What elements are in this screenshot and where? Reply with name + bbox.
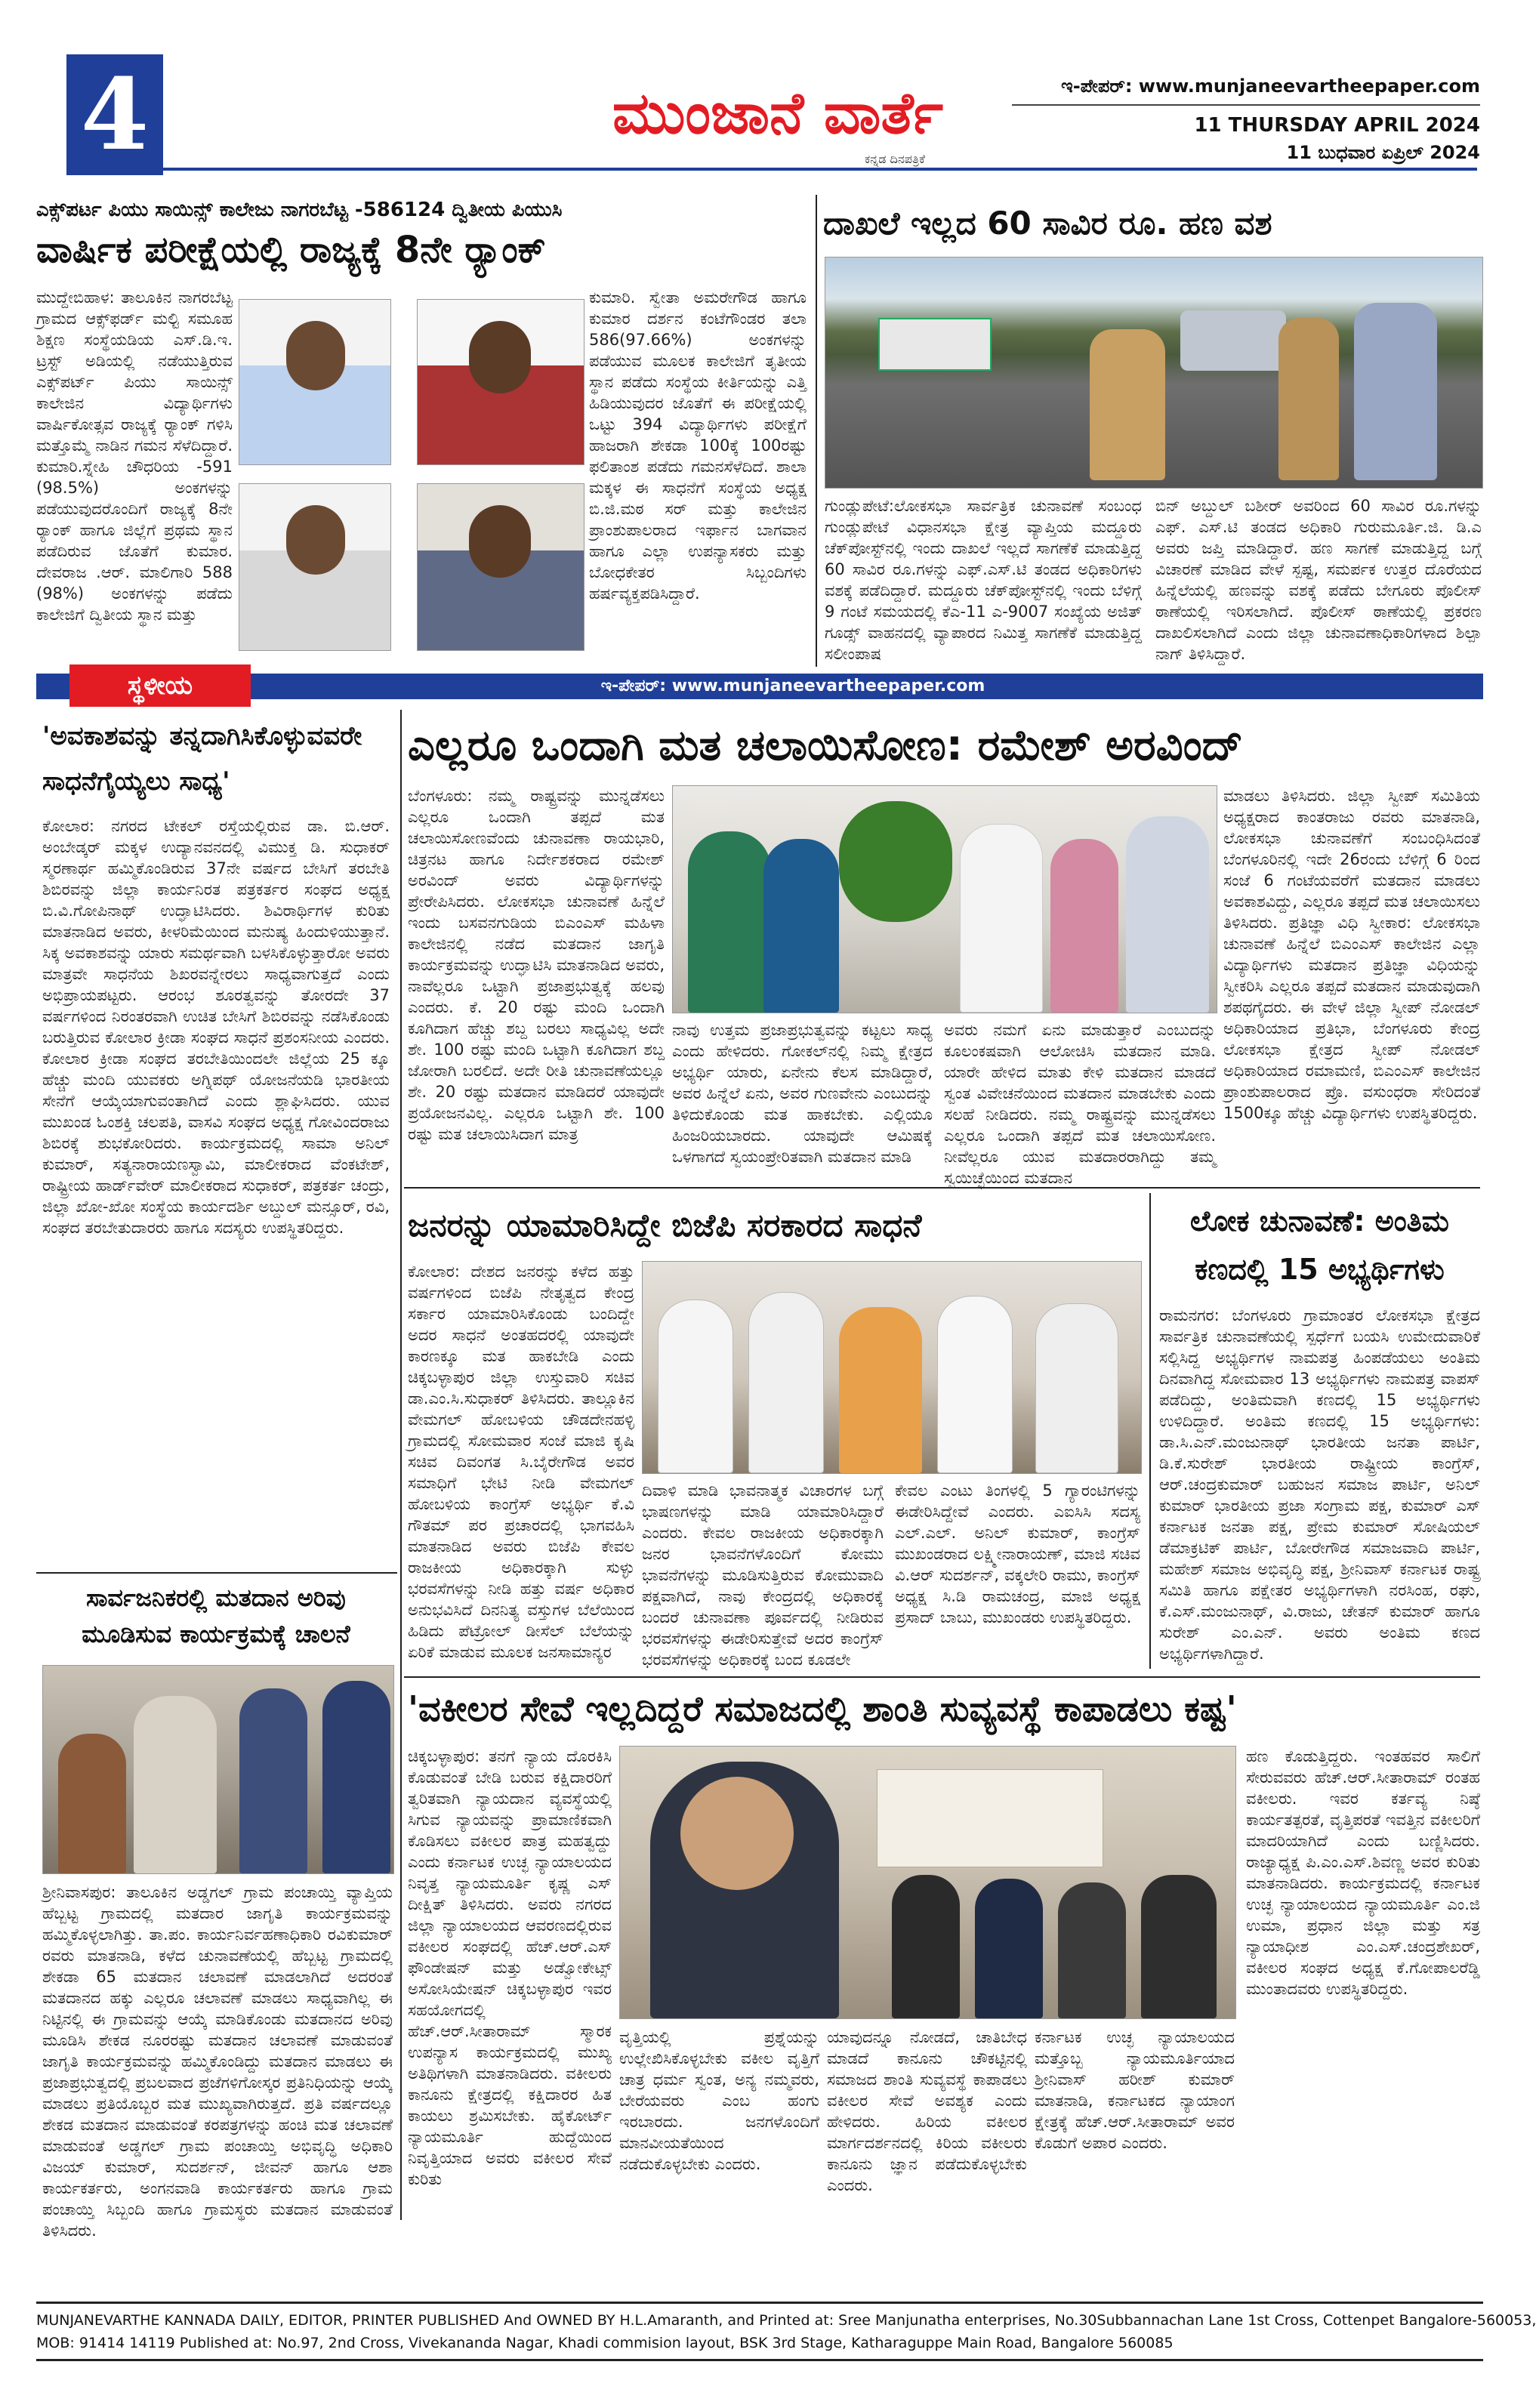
story6-col2: ದಿವಾಳಿ ಮಾಡಿ ಭಾವನಾತ್ಮಕ ವಿಚಾರಗಳ ಬಗ್ಗೆ ಭಾಷಣಗಳನ್ನು ಮಾಡಿ ಯಾಮಾರಿಸಿದ್ದಾರೆ ಎಂದರು. ಕೇವಲ ರಾಜಕೀಯ ಅಧಿಕಾರಕ್ಕಾಗಿ ಜನರ ಭಾವನೆಗಳೊಂದಿಗೆ ಕೋಮು ಭಾವನೆಗಳನ್ನು ಮೂಡಿಸುತ್ತಿರುವ ಕೋಮುವಾದಿ ಪಕ್ಷವಾಗಿದೆ, ನಾವು ಕೇಂದ್ರದಲ್ಲಿ ಅಧಿಕಾರಕ್ಕೆ ಬಂದರೆ ಚುನಾವಣಾ ಪೂರ್ವದಲ್ಲಿ ನೀಡಿರುವ ಭರವಸೆಗಳನ್ನು ಈಡೇರಿಸುತ್ತೇವೆ ಅದರ ಕಾಂಗ್ರೆಸ್ ಭರವಸೆಗಳನ್ನು ಅಧಿಕಾರಕ್ಕೆ ಬಂದ ಕೂಡಲೇ: [642, 1481, 884, 1669]
masthead-divider: [1012, 104, 1480, 106]
story8-col2: ವೃತ್ತಿಯಲ್ಲಿ ಪ್ರಶ್ನೆಯನ್ನು ಉಲ್ಲೇಖಿಸಿಕೊಳ್ಳಬೇಕು ವಕೀಲ ವೃತ್ತಿಗೆ ಚಾತ್ರ ಧರ್ಮ ಸ್ವಂತ, ಅನ್ಯ ನಮ್ಮವರು, ಬೇರೆಯವರು ಎಂಬ ಹಂಗು ಇರಬಾರದು. ಜನಗಳೊಂದಿಗೆ ಮಾನವೀಯತೆಯಿಂದ ನಡೆದುಕೊಳ್ಳಬೇಕು ಎಂದರು.: [619, 2028, 819, 2173]
story6-col3: ಕೇವಲ ಎಂಟು ತಿಂಗಳಲ್ಲಿ 5 ಗ್ಯಾರಂಟಿಗಳನ್ನು ಈಡೇರಿಸಿದ್ದೇವೆ ಎಂದರು. ಎಐಸಿಸಿ ಸದಸ್ಯ ಎಲ್.ಎಲ್. ಅನಿಲ್ ಕುಮಾರ್, ಕಾಂಗ್ರೆಸ್ ಮುಖಂಡರಾದ ಲಕ್ಷ್ಮೀನಾರಾಯಣ್, ಮಾಜಿ ಸಚಿವ ವಿ.ಆರ್ ಸುದರ್ಶನ್, ವಕ್ಕಲೇರಿ ರಾಮು, ಕಾಂಗ್ರೆಸ್ ಅಧ್ಯಕ್ಷ ಸಿ.ಡಿ ರಾಮಚಂದ್ರ, ಮಾಜಿ ಅಧ್ಯಕ್ಷ ಪ್ರಸಾದ್ ಬಾಬು, ಮುಖಂಡರು ಉಪಸ್ಥಿತರಿದ್ದರು.: [895, 1481, 1140, 1626]
left-column-divider: [400, 710, 402, 2220]
lecture-photo: [619, 1746, 1236, 2019]
section-epaper-url[interactable]: ಇ-ಪೇಪರ್: www.munjaneevartheepaper.com: [600, 677, 985, 695]
column-divider: [816, 195, 817, 667]
footer-imprint-line2: MOB: 91414 14119 Published at: No.97, 2nd Cross, Vivekananda Nagar, Khadi commision layout, BSK 3rd Stage, Katharaguppe Main Road, Bangalore 560085: [36, 2335, 1174, 2351]
story5-col1: ಬೆಂಗಳೂರು: ನಮ್ಮ ರಾಷ್ಟ್ರವನ್ನು ಮುನ್ನಡೆಸಲು ಎಲ್ಲರೂ ಒಂದಾಗಿ ತಪ್ಪದೆ ಮತ ಚಲಾಯಿಸೋಣವೆಂದು ಚುನಾವಣಾ ರಾಯಭಾರಿ, ಚಿತ್ರನಟ ಹಾಗೂ ನಿರ್ದೇಶಕರಾದ ರಮೇಶ್ ಅರವಿಂದ್ ಅವರು ವಿದ್ಯಾರ್ಥಿಗಳನ್ನು ಪ್ರೇರೇಪಿಸಿದರು. ಲೋಕಸಭಾ ಚುನಾವಣೆ ಹಿನ್ನೆಲೆ ಇಂದು ಬಸವನಗುಡಿಯ ಬಿಎಂಎಸ್ ಮಹಿಳಾ ಕಾಲೇಜಿನಲ್ಲಿ ನಡೆದ ಮತದಾನ ಜಾಗೃತಿ ಕಾರ್ಯಕ್ರಮವನ್ನು ಉದ್ಘಾಟಿಸಿ ಮಾತನಾಡಿದ ಅವರು, ನಾವೆಲ್ಲರೂ ಒಟ್ಟಾಗಿ ಪ್ರಜಾಪ್ರಭುತ್ವಕ್ಕೆ ಹಲವು ಎಂದರು. ಕೆ. 20 ರಷ್ಟು ಮಂದಿ ಒಂದಾಗಿ ಕೂಗಿದಾಗ ಹೆಚ್ಚು ಶಬ್ದ ಬರಲು ಸಾಧ್ಯವಿಲ್ಲ ಅದೇ ಶೇ. 100 ರಷ್ಟು ಮಂದಿ ಒಟ್ಟಾಗಿ ಕೂಗಿದಾಗ ಶಬ್ದ ಜೋರಾಗಿ ಬರಲಿದೆ. ಅದೇ ರೀತಿ ಚುನಾವಣೆಯಲ್ಲೂ ಶೇ. 20 ರಷ್ಟು ಮತದಾನ ಮಾಡಿದರೆ ಯಾವುದೇ ಪ್ರಯೋಜನವಿಲ್ಲ. ಎಲ್ಲರೂ ಒಟ್ಟಾಗಿ ಶೇ. 100 ರಷ್ಟು ಮತ ಚಲಾಯಿಸಿದಾಗ ಮಾತ್ರ: [408, 787, 665, 1143]
story6-divider: [1149, 1193, 1151, 1669]
page-number: 4: [80, 57, 150, 172]
epaper-url[interactable]: ಇ-ಪೇಪರ್: www.munjaneevartheepaper.com: [1061, 76, 1480, 97]
date-kannada: 11 ಬುಧವಾರ ಏಪ್ರಿಲ್ 2024: [1286, 142, 1480, 163]
voter-awareness-photo: [42, 1665, 394, 1874]
student-photo-boy-2: [239, 483, 391, 651]
story5-headline: ಎಲ್ಲರೂ ಒಂದಾಗಿ ಮತ ಚಲಾಯಿಸೋಣ: ರಮೇಶ್ ಅರವಿಂದ್: [408, 721, 1243, 770]
story8-col1: ಚಿಕ್ಕಬಳ್ಳಾಪುರ: ತನಗೆ ನ್ಯಾಯ ದೊರಕಿಸಿ ಕೊಡುವಂತೆ ಬೇಡಿ ಬರುವ ಕಕ್ಷಿದಾರರಿಗೆ ತ್ವರಿತವಾಗಿ ನ್ಯಾಯದಾನ ವ್ಯವಸ್ಥೆಯಲ್ಲಿ ಸಿಗುವ ನ್ಯಾಯವನ್ನು ಪ್ರಾಮಾಣಿಕವಾಗಿ ಕೊಡಿಸಲು ವಕೀಲರ ಪಾತ್ರ ಮಹತ್ವದ್ದು ಎಂದು ಕರ್ನಾಟಕ ಉಚ್ಛ ನ್ಯಾಯಾಲಯದ ನಿವೃತ್ತ ನ್ಯಾಯಮೂರ್ತಿ ಕೃಷ್ಣ ಎಸ್ ದೀಕ್ಷಿತ್ ತಿಳಿಸಿದರು. ಅವರು ನಗರದ ಜಿಲ್ಲಾ ನ್ಯಾಯಾಲಯದ ಆವರಣದಲ್ಲಿರುವ ವಕೀಲರ ಸಂಘದಲ್ಲಿ ಹೆಚ್.ಆರ್.ಎಸ್ ಫೌಂಡೇಷನ್ ಮತ್ತು ಅಡ್ವೋಕೇಟ್ಸ್ ಅಸೋಸಿಯೇಷನ್ ಚಿಕ್ಕಬಳ್ಳಾಪುರ ಇವರ ಸಹಯೋಗದಲ್ಲಿ ಹೆಚ್.ಆರ್.ಸೀತಾರಾಮ್ ಸ್ಮಾರಕ ಉಪನ್ಯಾಸ ಕಾರ್ಯಕ್ರಮದಲ್ಲಿ ಮುಖ್ಯ ಅತಿಥಿಗಳಾಗಿ ಮಾತನಾಡಿದರು. ವಕೀಲರು ಕಾನೂನು ಕ್ಷೇತ್ರದಲ್ಲಿ ಕಕ್ಷಿದಾರರ ಹಿತ ಕಾಯಲು ಶ್ರಮಿಸಬೇಕು. ಹೈಕೋರ್ಟ್ ನ್ಯಾಯಮೂರ್ತಿ ಹುದ್ದೆಯಿಂದ ನಿವೃತ್ತಿಯಾದ ಅವರು ವಕೀಲರ ಸೇವೆ ಕುರಿತು: [408, 1747, 612, 2188]
story2-headline: ದಾಖಲೆ ಇಲ್ಲದ 60 ಸಾವಿರ ರೂ. ಹಣ ವಶ: [823, 205, 1272, 242]
ramesh-aravind-event-photo: [672, 785, 1217, 1013]
story6-headline: ಜನರನ್ನು ಯಾಮಾರಿಸಿದ್ದೇ ಬಿಜೆಪಿ ಸರಕಾರದ ಸಾಧನೆ: [408, 1207, 922, 1244]
story8-col5: ಹಣ ಕೊಡುತ್ತಿದ್ದರು. ಇಂತಹವರ ಸಾಲಿಗೆ ಸೇರುವವರು ಹೆಚ್.ಆರ್.ಸೀತಾರಾಮ್ ರಂತಹ ವಕೀಲರು. ಇವರ ಕರ್ತವ್ಯ ನಿಷ್ಠೆ ಕಾರ್ಯತತ್ಪರತೆ, ವೃತ್ತಿಪರತೆ ಇವತ್ತಿನ ವಕೀಲರಿಗೆ ಮಾದರಿಯಾಗಿದೆ ಎಂದು ಬಣ್ಣಿಸಿದರು. ರಾಜ್ಯಾಧ್ಯಕ್ಷ ಪಿ.ಎಂ.ಎಸ್.ಶಿವಣ್ಣ ಅವರ ಕುರಿತು ಮಾತನಾಡಿದರು. ಕಾರ್ಯಕ್ರಮದಲ್ಲಿ ಕರ್ನಾಟಕ ಉಚ್ಛ ನ್ಯಾಯಾಲಯದ ನ್ಯಾಯಮೂರ್ತಿ ಎಂ.ಜಿ ಉಮಾ, ಪ್ರಧಾನ ಜಿಲ್ಲಾ ಮತ್ತು ಸತ್ರ ನ್ಯಾಯಾಧೀಶ ಎಂ.ಎಸ್.ಚಂದ್ರಶೇಖರ್, ವಕೀಲರ ಸಂಘದ ಅಧ್ಯಕ್ಷ ಕೆ.ಗೋಪಾಲರೆಡ್ಡಿ ಮುಂತಾದವರು ಉಪಸ್ಥಿತರಿದ್ದರು.: [1246, 1747, 1480, 1998]
story5-col4: ಮಾಡಲು ತಿಳಿಸಿದರು. ಜಿಲ್ಲಾ ಸ್ವೀಪ್ ಸಮಿತಿಯ ಅಧ್ಯಕ್ಷರಾದ ಕಾಂತರಾಜು ರವರು ಮಾತನಾಡಿ, ಲೋಕಸಭಾ ಚುನಾವಣೆಗೆ ಸಂಬಂಧಿಸಿದಂತೆ ಬೆಂಗಳೂರಿನಲ್ಲಿ ಇದೇ 26ರಂದು ಬೆಳಿಗ್ಗೆ 6 ರಿಂದ ಸಂಜೆ 6 ಗಂಟೆಯವರೆಗೆ ಮತದಾನ ಮಾಡಲು ಅವಕಾಶವಿದ್ದು, ಎಲ್ಲರೂ ತಪ್ಪದೆ ಮತ ಚಲಾಯಿಸಲು ತಿಳಿಸಿದರು. ಪ್ರತಿಜ್ಞಾ ವಿಧಿ ಸ್ವೀಕಾರ: ಲೋಕಸಭಾ ಚುನಾವಣೆ ಹಿನ್ನೆಲೆ ಬಿಎಂಎಸ್ ಕಾಲೇಜಿನ ಎಲ್ಲಾ ವಿದ್ಯಾರ್ಥಿಗಳು ಮತದಾನ ಪ್ರತಿಜ್ಞಾ ವಿಧಿಯನ್ನು ಸ್ವೀಕರಿಸಿ ಎಲ್ಲರೂ ತಪ್ಪದೆ ಮತದಾನ ಮಾಡುವುದಾಗಿ ಶಪಥಗೈದರು. ಈ ವೇಳೆ ಜಿಲ್ಲಾ ಸ್ವೀಪ್ ನೋಡಲ್ ಅಧಿಕಾರಿಯಾದ ಪ್ರತಿಭಾ, ಬೆಂಗಳೂರು ಕೇಂದ್ರ ಲೋಕಸಭಾ ಕ್ಷೇತ್ರದ ಸ್ವೀಪ್ ನೋಡಲ್ ಅಧಿಕಾರಿಯಾದ ರಮಾಮಣಿ, ಬಿಎಂಎಸ್ ಕಾಲೇಜಿನ ಪ್ರಾಂಶುಪಾಲರಾದ ಪ್ರೊ. ವಸುಂಧರಾ ಸೇರಿದಂತೆ 1500ಕ್ಕೂ ಹೆಚ್ಚು ವಿದ್ಯಾರ್ಥಿಗಳು ಉಪಸ್ಥಿತರಿದ್ದರು.: [1223, 787, 1480, 1122]
story8-col4: ಕರ್ನಾಟಕ ಉಚ್ಛ ನ್ಯಾಯಾಲಯದ ಮತ್ತೊಬ್ಬ ನ್ಯಾಯಮೂರ್ತಿಯಾದ ಶ್ರೀನಿವಾಸ್ ಹರೀಶ್ ಕುಮಾರ್ ಮಾತನಾಡಿ, ಕರ್ನಾಟಕದ ನ್ಯಾಯಾಂಗ ಕ್ಷೇತ್ರಕ್ಕೆ ಹೆಚ್.ಆರ್.ಸೀತಾರಾಮ್ ಅವರ ಕೊಡುಗೆ ಅಪಾರ ಎಂದರು.: [1035, 2028, 1235, 2152]
story1-headline: ವಾರ್ಷಿಕ ಪರೀಕ್ಷೆಯಲ್ಲಿ ರಾಜ್ಯಕ್ಕೆ 8ನೇ ರ‍್ಯಾಂಕ್: [36, 229, 546, 271]
story5-bottom-rule: [404, 1187, 1480, 1189]
story4-headline: ಸಾರ್ವಜನಿಕರಲ್ಲಿ ಮತದಾನ ಅರಿವು ಮೂಡಿಸುವ ಕಾರ್ಯಕ್ರಮಕ್ಕೆ ಚಾಲನೆ: [82, 1583, 350, 1648]
story1-col1: ಮುದ್ದೇಬಿಹಾಳ: ತಾಲೂಕಿನ ನಾಗರಬೆಟ್ಟ ಗ್ರಾಮದ ಆಕ್ಸ್‌ಫರ್ಡ್ ಮಲ್ಟಿ ಸಮೂಹ ಶಿಕ್ಷಣ ಸಂಸ್ಥೆಯಡಿಯ ಎಸ್.ಡಿ.ಇ. ಟ್ರಸ್ಟ್ ಅಡಿಯಲ್ಲಿ ನಡೆಯುತ್ತಿರುವ ಎಕ್ಸ್‌ಪರ್ಟ್ ಪಿಯು ಸಾಯಿನ್ಸ್ ಕಾಲೇಜಿನ ವಿದ್ಯಾರ್ಥಿಗಳು ವಾರ್ಷಿಕೋತ್ಸವ ರಾಜ್ಯಕ್ಕೆ ರ‍್ಯಾಂಕ್ ಗಳಿಸಿ ಮತ್ತೊಮ್ಮೆ ನಾಡಿನ ಗಮನ ಸೆಳೆದಿದ್ದಾರೆ. ಕುಮಾರಿ.ಸ್ನೇಹಿ ಚೌಧರಿಯ -591 (98.5%) ಅಂಕಗಳನ್ನು ಪಡೆಯುವುದರೊಂದಿಗೆ ರಾಜ್ಯಕ್ಕೆ 8ನೇ ರ‍್ಯಾಂಕ್ ಹಾಗೂ ಜಿಲ್ಲೆಗೆ ಪ್ರಥಮ ಸ್ಥಾನ ಪಡೆದಿರುವ ಜೊತೆಗೆ ಕುಮಾರ. ದೇವರಾಜ .ಆರ್. ಮಾಲಿಗಾರಿ 588 (98%) ಅಂಕಗಳನ್ನು ಪಡೆದು ಕಾಲೇಜಿಗೆ ದ್ವಿತೀಯ ಸ್ಥಾನ ಮತ್ತು: [36, 288, 233, 624]
footer-top-rule: [36, 2302, 1483, 2304]
story1-col2: ಕುಮಾರಿ. ಸ್ವೇತಾ ಅಮರೇಗೌಡ ಹಾಗೂ ಕುಮಾರ ದರ್ಶನ ಕಂಟೆಗೌಂಡರ ತಲಾ 586(97.66%) ಅಂಕಗಳನ್ನು ಪಡೆಯುವ ಮೂಲಕ ಕಾಲೇಜಿಗೆ ತೃತೀಯ ಸ್ಥಾನ ಪಡೆದು ಸಂಸ್ಥೆಯ ಕೀರ್ತಿಯನ್ನು ಎತ್ತಿ ಹಿಡಿಯುವುದರ ಜೊತೆಗೆ ಈ ಪರೀಕ್ಷೆಯಲ್ಲಿ ಒಟ್ಟು 394 ವಿದ್ಯಾರ್ಥಿಗಳು ಪರೀಕ್ಷೆಗೆ ಹಾಜರಾಗಿ ಶೇಕಡಾ 100ಕ್ಕೆ 100ರಷ್ಟು ಫಲಿತಾಂಶ ಪಡೆದು ಗಮನಸೆಳೆದಿದೆ. ಶಾಲಾ ಮಕ್ಕಳ ಈ ಸಾಧನೆಗೆ ಸಂಸ್ಥೆಯ ಅಧ್ಯಕ್ಷ ಬಿ.ಜಿ.ಮಠ ಸರ್ ಮತ್ತು ಕಾಲೇಜಿನ ಪ್ರಾಂಶುಪಾಲರಾದ ಇರ್ಫಾನ ಬಾಗವಾನ ಹಾಗೂ ಎಲ್ಲಾ ಉಪನ್ಯಾಸಕರು ಮತ್ತು ಬೋಧಕೇತರ ಸಿಬ್ಬಂದಿಗಳು ಹರ್ಷವ್ಯಕ್ತಪಡಿಸಿದ್ದಾರೆ.: [589, 288, 807, 603]
story5-col2: ನಾವು ಉತ್ತಮ ಪ್ರಜಾಪ್ರಭುತ್ವವನ್ನು ಕಟ್ಟಲು ಸಾಧ್ಯ ಎಂದು ಹೇಳಿದರು. ಗೋಕಲ್‌ನಲ್ಲಿ ನಿಮ್ಮ ಕ್ಷೇತ್ರದ ಅಭ್ಯರ್ಥಿ ಯಾರು, ಏನೇನು ಕೆಲಸ ಮಾಡಿದ್ದಾರೆ, ಅವರ ಹಿನ್ನೆಲೆ ಏನು, ಅವರ ಗುಣವೇನು ಎಂಬುದನ್ನು ತಿಳಿದುಕೊಂಡು ಮತ ಹಾಕಬೇಕು. ಎಲ್ಲಿಯೂ ಹಿಂಜರಿಯಬಾರದು. ಯಾವುದೇ ಆಮಿಷಕ್ಕೆ ಒಳಗಾಗದೆ ಸ್ವಯಂಪ್ರೇರಿತವಾಗಿ ಮತದಾನ ಮಾಡಿ: [672, 1021, 933, 1166]
story3-body: ಕೋಲಾರ: ನಗರದ ಟೇಕಲ್ ರಸ್ತೆಯಲ್ಲಿರುವ ಡಾ. ಬಿ.ಆರ್. ಅಂಬೇಡ್ಕರ್ ಮಕ್ಕಳ ಉದ್ಯಾನವನದಲ್ಲಿ ವಿಮುಕ್ತ ಡಿ. ಸುಧಾಕರ್ ಸ್ಮರಣಾರ್ಥ ಹಮ್ಮಿಕೊಂಡಿರುವ 37ನೇ ವರ್ಷದ ಬೇಸಿಗೆ ತರಬೇತಿ ಶಿಬಿರವನ್ನು ಜಿಲ್ಲಾ ಕಾರ್ಯನಿರತ ಪತ್ರಕರ್ತರ ಸಂಘದ ಅಧ್ಯಕ್ಷ ಬಿ.ವಿ.ಗೋಪಿನಾಥ್ ಉದ್ಘಾಟಿಸಿದರು. ಶಿವಿರಾರ್ಥಿಗಳ ಕುರಿತು ಮಾತನಾಡಿದ ಅವರು, ಕೀಳರಿಮೆಯಿಂದ ಮನುಷ್ಯ ಹಿಂದುಳಿಯುತ್ತಾನೆ. ಸಿಕ್ಕ ಅವಕಾಶವನ್ನು ಯಾರು ಸಮರ್ಥವಾಗಿ ಬಳಸಿಕೊಳ್ಳುತ್ತಾರೋ ಅವರು ಮಾತ್ರವೇ ಸಾಧನೆಯ ಶಿಖರವನ್ನೇರಲು ಸಾಧ್ಯವಾಗುತ್ತದೆ ಎಂದು ಅಭಿಪ್ರಾಯಪಟ್ಟರು. ಆರಂಭ ಶೂರತ್ವವನ್ನು ತೋರದೇ 37 ವರ್ಷಗಳಿಂದ ನಿರಂತರವಾಗಿ ಉಚಿತ ಬೇಸಿಗೆ ಶಿಬಿರವನ್ನು ನಡೆಸಿಕೊಂಡು ಬರುತ್ತಿರುವ ಕೋಲಾರ ಕ್ರೀಡಾ ಸಂಘದ ಸಾಧನೆ ಪ್ರಶಂಸನೀಯ ಎಂದರು. ಕೋಲಾರ ಕ್ರೀಡಾ ಸಂಘದ ತರಬೇತಿಯಿಂದಲೇ ಜಿಲ್ಲೆಯ 25 ಕ್ಕೂ ಹೆಚ್ಚು ಮಂದಿ ಯುವಕರು ಅಗ್ನಿಪಥ್ ಯೋಜನೆಯಡಿ ಭಾರತೀಯ ಸೇನೆಗೆ ಆಯ್ಕೆಯಾಗುವಂತಾಗಿದೆ ಎಂದು ಶ್ಲಾಘಿಸಿದರು. ಯುವ ಮುಖಂಡ ಓಂಶಕ್ತಿ ಚಲಪತಿ, ವಾಸವಿ ಸಂಘದ ಅಧ್ಯಕ್ಷ ಗೋವಿಂದರಾಜು ಶಿಬಿರಕ್ಕೆ ಶುಭಕೋರಿದರು. ಕಾರ್ಯಕ್ರಮದಲ್ಲಿ ಸಾಮಾ ಅನಿಲ್ ಕುಮಾರ್, ಸತ್ಯನಾರಾಯಣಸ್ವಾಮಿ, ಮಾಲೀಕರಾದ ವೆಂಕಟೇಶ್, ರಾಷ್ಟ್ರೀಯ ಹಾರ್ಡ್‌ವೇರ್ ಮಾಲೀಕರಾದ ಸುಧಾಕರ್, ಪತ್ರಕರ್ತ ಚಂದ್ರು, ಜಿಲ್ಲಾ ಖೋ-ಖೋ ಸಂಸ್ಥೆಯ ಕಾರ್ಯದರ್ಶಿ ಅಬ್ದುಲ್ ಮನ್ಸೂರ್, ರವಿ, ಸಂಘದ ತರಬೇತುದಾರರು ಹಾಗೂ ಸದಸ್ಯರು ಉಪಸ್ಥಿತರಿದ್ದರು.: [42, 817, 390, 1237]
story8-headline: 'ವಕೀಲರ ಸೇವೆ ಇಲ್ಲದಿದ್ದರೆ ಸಮಾಜದಲ್ಲಿ ಶಾಂತಿ ಸುವ್ಯವಸ್ಥೆ ಕಾಪಾಡಲು ಕಷ್ಟ': [408, 1688, 1237, 1729]
story2-col2: ಬಿನ್ ಅಬ್ದುಲ್ ಬಶೀರ್ ಅವರಿಂದ 60 ಸಾವಿರ ರೂ.ಗಳನ್ನು ಎಫ್. ಎಸ್.ಟಿ ತಂಡದ ಅಧಿಕಾರಿ ಗುರುಮೂರ್ತಿ.ಜಿ. ಡಿ.ಎ ಅವರು ಜಪ್ತಿ ಮಾಡಿದ್ದಾರೆ. ಹಣ ಸಾಗಣೆ ಮಾಡುತ್ತಿದ್ದ ಬಗ್ಗೆ ವಿಚಾರಣೆ ಮಾಡಿದ ವೇಳೆ ಸ್ಪಷ್ಟ, ಸಮರ್ಪಕ ಉತ್ತರ ದೊರೆಯದ ಹಿನ್ನೆಲೆಯಲ್ಲಿ ಹಣವನ್ನು ವಶಕ್ಕೆ ಪಡೆದು ಬೇಗೂರು ಪೊಲೀಸ್ ಠಾಣೆಯಲ್ಲಿ ಇರಿಸಲಾಗಿದೆ. ಪೊಲೀಸ್ ಠಾಣೆಯಲ್ಲಿ ಪ್ರಕರಣ ದಾಖಲಿಸಲಾಗಿದೆ ಎಂದು ಜಿಲ್ಲಾ ಚುನಾವಣಾಧಿಕಾರಿಗಳಾದ ಶಿಲ್ಪಾ ನಾಗ್ ತಿಳಿಸಿದ್ದಾರೆ.: [1155, 497, 1482, 663]
student-photo-girl-1: [417, 299, 584, 465]
story7-body: ರಾಮನಗರ: ಬೆಂಗಳೂರು ಗ್ರಾಮಾಂತರ ಲೋಕಸಭಾ ಕ್ಷೇತ್ರದ ಸಾರ್ವತ್ರಿಕ ಚುನಾವಣೆಯಲ್ಲಿ ಸ್ಪರ್ಧೆಗೆ ಬಯಸಿ ಉಮೇದುವಾರಿಕೆ ಸಲ್ಲಿಸಿದ್ದ ಅಭ್ಯರ್ಥಿಗಳ ನಾಮಪತ್ರ ಹಿಂಪಡೆಯಲು ಅಂತಿಮ ದಿನವಾಗಿದ್ದ ಸೋಮವಾರ 13 ಅಭ್ಯರ್ಥಿಗಳು ನಾಮಪತ್ರ ವಾಪಸ್ ಪಡೆದಿದ್ದು, ಅಂತಿಮವಾಗಿ ಕಣದಲ್ಲಿ 15 ಅಭ್ಯರ್ಥಿಗಳು ಉಳಿದಿದ್ದಾರೆ. ಅಂತಿಮ ಕಣದಲ್ಲಿ 15 ಅಭ್ಯರ್ಥಿಗಳು: ಡಾ.ಸಿ.ಎನ್.ಮಂಜುನಾಥ್ ಭಾರತೀಯ ಜನತಾ ಪಾರ್ಟಿ, ಡಿ.ಕೆ.ಸುರೇಶ್ ಭಾರತೀಯ ರಾಷ್ಟ್ರೀಯ ಕಾಂಗ್ರೆಸ್, ಆರ್.ಚಂದ್ರಕುಮಾರ್ ಬಹುಜನ ಸಮಾಜ ಪಾರ್ಟಿ, ಅನಿಲ್ ಕುಮಾರ್ ಭಾರತೀಯ ಪ್ರಜಾ ಸಂಗ್ರಾಮ ಪಕ್ಷ, ಕುಮಾರ್ ಎಸ್ ಕರ್ನಾಟಕ ಜನತಾ ಪಕ್ಷ, ಪ್ರೇಮ ಕುಮಾರ್ ಸೋಷಿಯಲ್ ಡೆಮಾಕ್ರಟಿಕ್ ಪಾರ್ಟಿ, ಬೋರೇಗೌಡ ಸಮಾಜವಾದಿ ಪಾರ್ಟಿ, ಮಹೇಶ್ ಸಮಾಜ ಅಭಿವೃದ್ಧಿ ಪಕ್ಷ, ಶ್ರೀನಿವಾಸ್ ಕರ್ನಾಟಕ ರಾಷ್ಟ್ರ ಸಮಿತಿ ಹಾಗೂ ಪಕ್ಷೇತರ ಅಭ್ಯರ್ಥಿಗಳಾಗಿ ನರಸಿಂಹ, ರಘು, ಕೆ.ಎಸ್.ಮಂಜುನಾಥ್, ವಿ.ರಾಜು, ಚೇತನ್ ಕುಮಾರ್ ಹಾಗೂ ಸುರೇಶ್ ಎಂ.ಎನ್. ಅವರು ಅಂತಿಮ ಕಣದ ಅಭ್ಯರ್ಥಿಗಳಾಗಿದ್ದಾರೆ.: [1159, 1306, 1480, 1663]
story3-headline: 'ಅವಕಾಶವನ್ನು ತನ್ನದಾಗಿಸಿಕೊಳ್ಳುವವರೇ ಸಾಧನೆಗೈಯ್ಯಲು ಸಾಧ್ಯ': [42, 721, 362, 797]
date-english: 11 THURSDAY APRIL 2024: [1194, 114, 1480, 137]
story3-bottom-rule: [36, 1572, 397, 1574]
section-label: ಸ್ಥಳೀಯ: [127, 671, 193, 701]
story7-headline: ಲೋಕ ಚುನಾವಣೆ: ಅಂತಿಮ ಕಣದಲ್ಲಿ 15 ಅಭ್ಯರ್ಥಿಗಳು: [1190, 1204, 1449, 1286]
student-photo-boy-1: [239, 299, 391, 465]
masthead-title: ಮುಂಜಾನೆ ವಾರ್ತೆ: [612, 79, 944, 146]
story8-col3: ಯಾವುದನ್ನೂ ನೋಡದೆ, ಚಾತಿಬೇಧ ಮಾಡದೆ ಕಾನೂನು ಚೌಕಟ್ಟಿನಲ್ಲಿ ಸಮಾಜದ ಶಾಂತಿ ಸುವ್ಯವಸ್ಥೆ ಕಾಪಾಡಲು ವಕೀಲರ ಸೇವೆ ಅವಶ್ಯಕ ಎಂದು ಹೇಳಿದರು. ಹಿರಿಯ ವಕೀಲರ ಮಾರ್ಗದರ್ಶನದಲ್ಲಿ ಕಿರಿಯ ವಕೀಲರು ಕಾನೂನು ಜ್ಞಾನ ಪಡೆದುಕೊಳ್ಳಬೇಕು ಎಂದರು.: [827, 2028, 1027, 2194]
footer-bottom-rule: [36, 2359, 1483, 2361]
footer-imprint-line1: MUNJANEVARTHE KANNADA DAILY, EDITOR, PRINTER PUBLISHED And OWNED BY H.L.Amaranth, and Printed at: Sree Manjunatha enterprises, No.30Subbannachan Lane 1st Cross, Cottenpet Bangalore-560053,: [36, 2312, 1536, 2329]
story1-kicker: ಎಕ್ಸ್‌ಪರ್ಟ ಪಿಯು ಸಾಯಿನ್ಸ್ ಕಾಲೇಜು ನಾಗರಬೆಟ್ಟ -586124 ದ್ವಿತೀಯ ಪಿಯುಸಿ: [36, 199, 563, 221]
story6-col1: ಕೋಲಾರ: ದೇಶದ ಜನರನ್ನು ಕಳೆದ ಹತ್ತು ವರ್ಷಗಳಿಂದ ಬಿಜೆಪಿ ನೇತೃತ್ವದ ಕೇಂದ್ರ ಸರ್ಕಾರ ಯಾಮಾರಿಸಿಕೊಂಡು ಬಂದಿದ್ದೇ ಅದರ ಸಾಧನೆ ಅಂತಹದರಲ್ಲಿ ಯಾವುದೇ ಕಾರಣಕ್ಕೂ ಮತ ಹಾಕಬೇಡಿ ಎಂದು ಚಿಕ್ಕಬಳ್ಳಾಪುರ ಜಿಲ್ಲಾ ಉಸ್ತುವಾರಿ ಸಚಿವ ಡಾ.ಎಂ.ಸಿ.ಸುಧಾಕರ್ ತಿಳಿಸಿದರು. ತಾಲ್ಲೂಕಿನ ವೇಮಗಲ್ ಹೋಬಳಿಯ ಚೌಡದೇನಹಳ್ಳಿ ಗ್ರಾಮದಲ್ಲಿ ಸೋಮವಾರ ಸಂಜೆ ಮಾಜಿ ಕೃಷಿ ಸಚಿವ ದಿವಂಗತ ಸಿ.ಬೈರೇಗೌಡ ಅವರ ಸಮಾಧಿಗೆ ಭೇಟಿ ನೀಡಿ ವೇಮಗಲ್ ಹೋಬಳಿಯ ಕಾಂಗ್ರೆಸ್ ಅಭ್ಯರ್ಥಿ ಕೆ.ವಿ ಗೌತಮ್ ಪರ ಪ್ರಚಾರದಲ್ಲಿ ಭಾಗವಹಿಸಿ ಮಾತನಾಡಿದ ಅವರು ಬಿಜೆಪಿ ಕೇವಲ ರಾಜಕೀಯ ಅಧಿಕಾರಕ್ಕಾಗಿ ಸುಳ್ಳು ಭರವಸೆಗಳನ್ನು ನೀಡಿ ಹತ್ತು ವರ್ಷ ಅಧಿಕಾರ ಅನುಭವಿಸಿದೆ ದಿನನಿತ್ಯ ವಸ್ತುಗಳ ಬೆಲೆಯಿಂದ ಹಿಡಿದು ಪೆಟ್ರೋಲ್ ಡೀಸೆಲ್ ಬೆಲೆಯನ್ನು ಏರಿಕೆ ಮಾಡುವ ಮೂಲಕ ಜನಸಾಮಾನ್ಯರ: [408, 1263, 634, 1661]
story7-bottom-rule: [404, 1676, 1480, 1678]
checkpost-photo: [825, 257, 1483, 489]
story5-col3: ಅವರು ನಮಗೆ ಏನು ಮಾಡುತ್ತಾರೆ ಎಂಬುದನ್ನು ಕೂಲಂಕಷವಾಗಿ ಆಲೋಚಿಸಿ ಮತದಾನ ಮಾಡಿ. ಯಾರೇ ಹೇಳಿದ ಮಾತು ಕೇಳಿ ಮತದಾನ ಮಾಡದೆ ಸ್ವಂತ ವಿವೇಚನೆಯಿಂದ ಮತದಾನ ಮಾಡಬೇಕು ಎಂದು ಸಲಹೆ ನೀಡಿದರು. ನಮ್ಮ ರಾಷ್ಟ್ರವನ್ನು ಮುನ್ನಡೆಸಲು ಎಲ್ಲರೂ ಒಂದಾಗಿ ತಪ್ಪದೆ ಮತ ಚಲಾಯಿಸೋಣ. ನೀವೆಲ್ಲರೂ ಯುವ ಮತದಾರರಾಗಿದ್ದು ತಮ್ಮ ಸ್ವಯಿಚ್ಛೆಯಿಂದ ಮತದಾನ: [944, 1021, 1216, 1187]
masthead-tagline: ಕನ್ನಡ ದಿನಪತ್ರಿಕೆ: [864, 152, 925, 166]
story4-body: ಶ್ರೀನಿವಾಸಪುರ: ತಾಲೂಕಿನ ಅಡ್ಡಗಲ್ ಗ್ರಾಮ ಪಂಚಾಯ್ತಿ ವ್ಯಾಪ್ತಿಯ ಹೆಬ್ಬಟ್ಟ ಗ್ರಾಮದಲ್ಲಿ ಮತದಾರ ಜಾಗೃತಿ ಕಾರ್ಯಕ್ರಮವನ್ನು ಹಮ್ಮಿಕೊಳ್ಳಲಾಗಿತ್ತು. ತಾ.ಪಂ. ಕಾರ್ಯನಿರ್ವಹಣಾಧಿಕಾರಿ ರವಿಕುಮಾರ್ ರವರು ಮಾತನಾಡಿ, ಕಳೆದ ಚುನಾವಣೆಯಲ್ಲಿ ಹೆಬ್ಬಟ್ಟ ಗ್ರಾಮದಲ್ಲಿ ಶೇಕಡಾ 65 ಮತದಾನ ಚಲಾವಣೆ ಮಾಡಲಾಗಿದೆ ಅದರಂತೆ ಮತದಾನದ ಹಕ್ಕು ಎಲ್ಲರೂ ಚಲಾವಣೆ ಮಾಡಲು ಸಾಧ್ಯವಾಗಿಲ್ಲ ಈ ನಿಟ್ಟಿನಲ್ಲಿ ಈ ಗ್ರಾಮವನ್ನು ಆಯ್ಕೆ ಮಾಡಿಕೊಂಡು ಮತದಾನದ ಅರಿವು ಮೂಡಿಸಿ ಶೇಕಡ ನೂರರಷ್ಟು ಮತದಾನ ಚಲಾವಣೆ ಮಾಡುವಂತೆ ಜಾಗೃತಿ ಕಾರ್ಯಕ್ರಮವನ್ನು ಹಮ್ಮಿಕೊಂಡಿದ್ದು ಮತದಾನ ಮಾಡಲು ಈ ಪ್ರಜಾಪ್ರಭುತ್ವದಲ್ಲಿ ಪ್ರಬಲವಾದ ಪ್ರಜೆಗಳಿಗೋಸ್ಕರ ಪ್ರತಿನಿಧಿಯನ್ನು ಆಯ್ಕೆ ಮಾಡಲು ಪ್ರತಿಯೊಬ್ಬರ ಮತ ಮುಖ್ಯವಾಗಿರುತ್ತದೆ. ಪ್ರತಿ ವರ್ಷದಲ್ಲೂ ಶೇಕಡ ಮತದಾನ ಮಾಡುವಂತೆ ಕರಪತ್ರಗಳನ್ನು ಹಂಚಿ ಮತ ಚಲಾವಣೆ ಮಾಡುವಂತೆ ಅಡ್ಡಗಲ್ ಗ್ರಾಮ ಪಂಚಾಯ್ತಿ ಅಭಿವೃದ್ಧಿ ಅಧಿಕಾರಿ ವಿಜಯ್ ಕುಮಾರ್, ಸುದರ್ಶನ್, ಜೀವನ್ ಹಾಗೂ ಆಶಾ ಕಾರ್ಯಕರ್ತರು, ಅಂಗನವಾಡಿ ಕಾರ್ಯಕರ್ತರು ಹಾಗೂ ಗ್ರಾಮ ಪಂಚಾಯ್ತಿ ಸಿಬ್ಬಂದಿ ಹಾಗೂ ಗ್ರಾಮಸ್ಥರು ಮತದಾನ ಮಾಡುವಂತೆ ತಿಳಿಸಿದರು.: [42, 1883, 393, 2240]
congress-campaign-photo: [642, 1261, 1142, 1474]
student-photo-girl-2: [417, 483, 584, 651]
story2-col1: ಗುಂಡ್ಲುಪೇಟೆ:ಲೋಕಸಭಾ ಸಾರ್ವತ್ರಿಕ ಚುನಾವಣೆ ಸಂಬಂಧ ಗುಂಡ್ಲುಪೇಟೆ ವಿಧಾನಸಭಾ ಕ್ಷೇತ್ರ ವ್ಯಾಪ್ತಿಯ ಮದ್ದೂರು ಚೆಕ್‌ಪೋಸ್ಟ್‌ನಲ್ಲಿ ಇಂದು ದಾಖಲೆ ಇಲ್ಲದೆ ಸಾಗಣೆಕೆ ಮಾಡುತ್ತಿದ್ದ 60 ಸಾವಿರ ರೂ.ಗಳನ್ನು ಎಫ್.ಎಸ್.ಟಿ ತಂಡದ ಅಧಿಕಾರಿಗಳು ವಶಕ್ಕೆ ಪಡೆದಿದ್ದಾರೆ. ಮದ್ದೂರು ಚೆಕ್‌ಪೋಸ್ಟ್‌ನಲ್ಲಿ ಇಂದು ಬೆಳಿಗ್ಗೆ 9 ಗಂಟೆ ಸಮಯದಲ್ಲಿ ಕೆಎ-11 ಎ-9007 ಸಂಖ್ಯೆಯ ಅಜಿತ್ ಗೂಡ್ಸ್ ವಾಹನದಲ್ಲಿ ವ್ಯಾಪಾರದ ನಿಮಿತ್ತ ಸಾಗಣೆಕೆ ಮಾಡುತ್ತಿದ್ದ ಸಲೀಂಪಾಷ: [825, 497, 1142, 663]
